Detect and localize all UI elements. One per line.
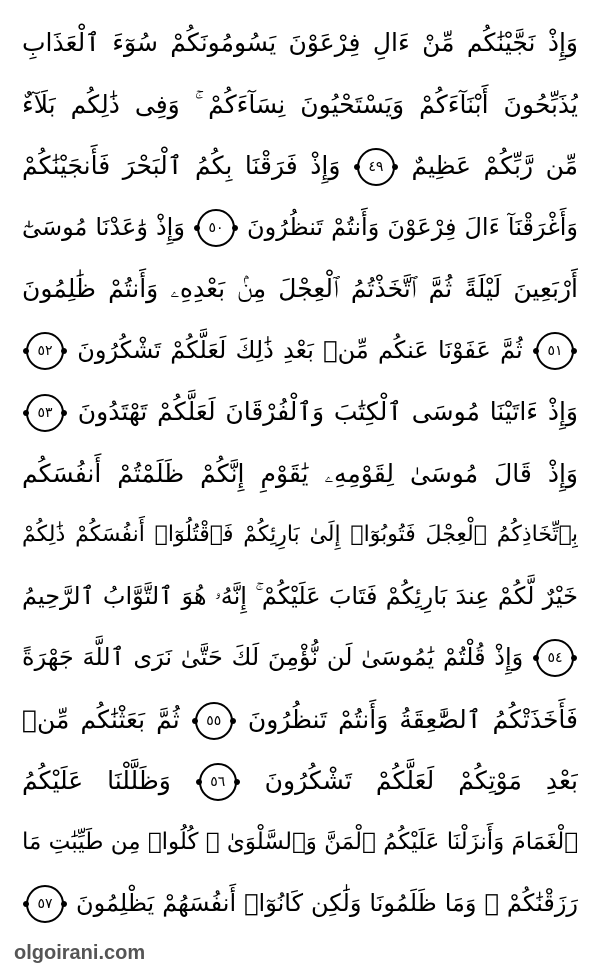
ayah-number-marker: ٥١ xyxy=(536,332,574,370)
site-watermark: olgoirani.com xyxy=(14,942,146,964)
verse-text: وَإِذْ قُلْتُمْ يَٰمُوسَىٰ لَن نُّؤْمِنَ لَكَ حَتَّىٰ نَرَى ٱللَّهَ جَهْرَةً xyxy=(22,643,524,671)
ayah-number-marker: ٥٤ xyxy=(536,639,574,677)
verse-text: ثُمَّ بَعَثْنَٰكُم مِّنۢ xyxy=(22,704,180,734)
verse-line-5 xyxy=(22,258,578,320)
ayah-number-marker: ٥٣ xyxy=(26,394,64,432)
verse-text: وَأَغْرَقْنَآ ءَالَ فِرْعَوْنَ وَأَنتُمْ تَنظُرُونَ xyxy=(247,212,578,241)
verse-text: يُذَبِّحُونَ أَبْنَآءَكُمْ وَيَسْتَحْيُونَ نِسَآءَكُمْ ۚ وَفِى ذَٰلِكُم بَلَآءٌ xyxy=(22,89,578,119)
verse-text: وَإِذْ قَالَ مُوسَىٰ لِقَوْمِهِۦ يَٰقَوْمِ إِنَّكُمْ ظَلَمْتُمْ أَنفُسَكُم xyxy=(22,458,578,488)
verse-lines xyxy=(22,12,578,935)
verse-line-12 xyxy=(22,689,578,751)
verse-line-7 xyxy=(22,381,578,443)
verse-text: بِٱتِّخَاذِكُمُ ٱلْعِجْلَ فَتُوبُوٓا۟ إِلَىٰ بَارِئِكُمْ فَٱقْتُلُوٓا۟ أَنفُسَكُمْ ذَٰلِكُمْ xyxy=(22,522,578,547)
ayah-number-marker: ٥٦ xyxy=(199,763,237,801)
verse-text: وَإِذْ نَجَّيْنَٰكُم مِّنْ ءَالِ فِرْعَوْنَ يَسُومُونَكُمْ سُوٓءَ ٱلْعَذَابِ xyxy=(22,28,578,57)
verse-text: أَرْبَعِينَ لَيْلَةً ثُمَّ ٱتَّخَذْتُمُ ٱلْعِجْلَ مِنۢ بَعْدِهِۦ وَأَنتُمْ ظَٰلِمُونَ xyxy=(22,274,578,303)
verse-line-10 xyxy=(22,566,578,628)
verse-text: مِّن رَّبِّكُمْ عَظِيمٌ xyxy=(411,151,578,180)
verse-text: خَيْرٌ لَّكُمْ عِندَ بَارِئِكُمْ فَتَابَ عَلَيْكُمْ ۚ إِنَّهُۥ هُوَ ٱلتَّوَّابُ ٱلرَّحِيمُ xyxy=(22,581,578,610)
verse-text: ٱلْغَمَامَ وَأَنزَلْنَا عَلَيْكُمُ ٱلْمَنَّ وَٱلسَّلْوَىٰ ۖ كُلُوا۟ مِن طَيِّبَٰتِ مَا xyxy=(22,828,578,855)
verse-text: فَأَخَذَتْكُمُ ٱلصَّٰعِقَةُ وَأَنتُمْ تَنظُرُونَ xyxy=(247,704,578,734)
verse-text: رَزَقْنَٰكُمْ ۖ وَمَا ظَلَمُونَا وَلَٰكِن كَانُوٓا۟ أَنفُسَهُمْ يَظْلِمُونَ xyxy=(76,889,578,917)
verse-text: ثُمَّ عَفَوْنَا عَنكُم مِّنۢ بَعْدِ ذَٰلِكَ لَعَلَّكُمْ تَشْكُرُونَ xyxy=(77,335,523,364)
verse-text: وَظَلَّلْنَا عَلَيْكُمُ xyxy=(22,766,171,795)
ayah-number-marker: ٥٠ xyxy=(197,209,235,247)
verse-line-9 xyxy=(22,504,578,566)
verse-line-4 xyxy=(22,197,578,259)
verse-line-15 xyxy=(22,873,578,935)
verse-line-8 xyxy=(22,443,578,505)
verse-text: وَإِذْ فَرَقْنَا بِكُمُ ٱلْبَحْرَ فَأَنجَيْنَٰكُمْ xyxy=(22,151,341,180)
verse-text: وَإِذْ وَٰعَدْنَا مُوسَىٰٓ xyxy=(22,212,185,241)
verse-line-14 xyxy=(22,812,578,874)
ayah-number-marker: ٤٩ xyxy=(357,148,395,186)
ayah-number-marker: ٥٢ xyxy=(26,332,64,370)
verse-line-11 xyxy=(22,627,578,689)
verse-line-6 xyxy=(22,320,578,382)
ayah-number-marker: ٥٥ xyxy=(195,702,233,740)
verse-line-1 xyxy=(22,12,578,74)
verse-line-2 xyxy=(22,74,578,136)
verse-text: بَعْدِ مَوْتِكُمْ لَعَلَّكُمْ تَشْكُرُونَ xyxy=(264,766,578,795)
verse-text: وَإِذْ ءَاتَيْنَا مُوسَى ٱلْكِتَٰبَ وَٱلْفُرْقَانَ لَعَلَّكُمْ تَهْتَدُونَ xyxy=(77,397,578,426)
ayah-number-marker: ٥٧ xyxy=(26,885,64,923)
verse-line-13 xyxy=(22,750,578,812)
verse-line-3 xyxy=(22,135,578,197)
